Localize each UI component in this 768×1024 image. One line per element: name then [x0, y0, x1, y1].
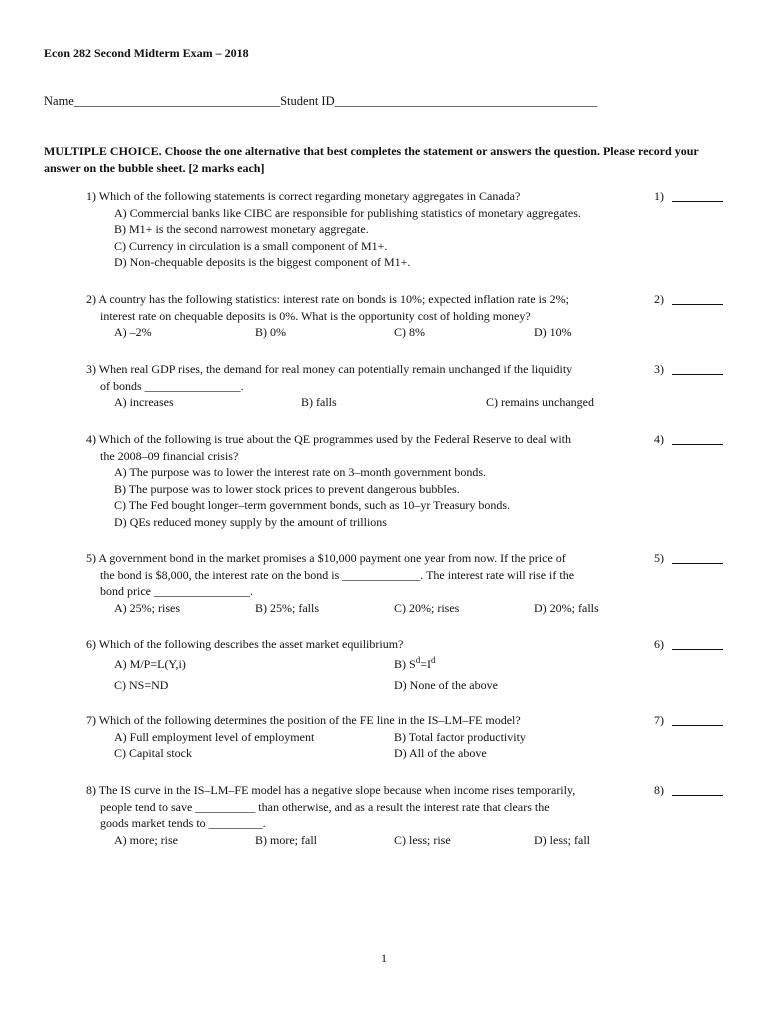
answer-blank[interactable]: [672, 304, 723, 305]
name-id-line: [44, 93, 597, 110]
question-4: [86, 431, 726, 530]
question-stem: [86, 291, 638, 324]
stem-line: 3) When real GDP rises, the demand for real money can potentially remain unchanged if the liquidity: [86, 362, 573, 376]
answer-number: 6): [654, 637, 664, 651]
answer-blank[interactable]: [672, 563, 723, 564]
question-stem: [86, 188, 638, 205]
answer-blank[interactable]: [672, 795, 723, 796]
answer-number: 4): [654, 432, 664, 446]
option-b: B) more; fall: [255, 832, 317, 847]
answer-number: 2): [654, 292, 664, 306]
instructions: MULTIPLE CHOICE. Choose the one alternative that best completes the statement or answers the question. Please record your answer on the bubble sheet. [2 marks each]: [44, 144, 699, 175]
stem-line: goods market tends to _________.: [100, 816, 266, 830]
options: [86, 653, 726, 677]
option-b: B) 0%: [255, 325, 286, 339]
option-b: B) The purpose was to lower stock prices to prevent dangerous bubbles.: [114, 481, 460, 496]
option-b: [394, 656, 435, 673]
question-3: [86, 361, 726, 411]
option-a: A) –2%: [114, 325, 152, 339]
option-b: B) M1+ is the second narrowest monetary aggregate.: [114, 222, 369, 236]
stem-line: interest rate on chequable deposits is 0%. What is the opportunity cost of holding money?: [100, 308, 531, 323]
question-8: [86, 782, 726, 848]
question-6: [86, 636, 726, 693]
option-a: A) The purpose was to lower the interest rate on 3–month government bonds.: [114, 465, 487, 479]
stem-line: 4) Which of the following is true about the QE programmes used by the Federal Reserve to deal with: [86, 432, 571, 446]
options: [86, 324, 726, 341]
stem-line: people tend to save __________ than otherwise, and as a result the interest rate that clears the: [100, 799, 550, 814]
name-blank[interactable]: _________________________________: [73, 94, 281, 108]
question-stem: [86, 782, 638, 832]
option-c: C) Currency in circulation is a small component of M1+.: [114, 238, 388, 253]
option-c: C) 8%: [394, 325, 425, 339]
option-a: A) M/P=L(Y,i): [114, 656, 186, 671]
options: [86, 464, 726, 530]
option-b: B) 25%; falls: [255, 600, 319, 615]
stem-line: 1) Which of the following statements is correct regarding monetary aggregates in Canada?: [86, 189, 521, 203]
stem-line: 5) A government bond in the market promises a $10,000 payment one year from now. If the price of: [86, 551, 566, 565]
options: [86, 729, 726, 746]
option-a: A) more; rise: [114, 832, 178, 847]
answer-number: 1): [654, 189, 664, 203]
options: [86, 205, 726, 271]
question-stem: [86, 361, 638, 394]
option-d: D) QEs reduced money supply by the amount of trillions: [114, 514, 387, 529]
option-b: B) Total factor productivity: [394, 729, 526, 744]
option-a: A) Full employment level of employment: [114, 729, 315, 744]
exam-title: Econ 282 Second Midterm Exam – 2018: [44, 46, 249, 60]
answer-number: 7): [654, 713, 664, 727]
answer-blank[interactable]: [672, 444, 723, 445]
student-id-label: Student ID: [280, 94, 335, 108]
answer-number: 5): [654, 551, 664, 565]
options: [86, 745, 726, 762]
answer-blank[interactable]: [672, 649, 723, 650]
superscript-d: d: [430, 654, 436, 665]
answer-blank[interactable]: [672, 201, 723, 202]
option-d: D) All of the above: [394, 746, 487, 760]
option-a: A) increases: [114, 395, 174, 409]
option-c: C) remains unchanged: [486, 395, 594, 409]
option-b-s: B) S: [394, 656, 416, 671]
answer-blank[interactable]: [672, 725, 723, 726]
options: [86, 394, 726, 411]
options: [86, 600, 726, 617]
question-5: [86, 550, 726, 616]
stem-line: 7) Which of the following determines the position of the FE line in the IS–LM–FE model?: [86, 713, 521, 727]
page-number: 1: [381, 951, 387, 965]
stem-line: 6) Which of the following describes the asset market equilibrium?: [86, 637, 404, 651]
option-c: C) 20%; rises: [394, 600, 460, 615]
student-id-blank[interactable]: __________________________________________: [334, 94, 598, 108]
option-a: A) Commercial banks like CIBC are responsible for publishing statistics of monetary aggregates.: [114, 205, 581, 220]
question-2: [86, 291, 726, 341]
answer-number: 8): [654, 783, 664, 797]
question-stem: [86, 550, 638, 600]
option-d: D) None of the above: [394, 677, 498, 692]
stem-line: the 2008–09 financial crisis?: [100, 448, 239, 463]
stem-line: bond price ________________.: [100, 584, 253, 598]
question-1: [86, 188, 726, 271]
option-d: D) 20%; falls: [534, 600, 599, 615]
option-d: D) 10%: [534, 325, 572, 339]
options: [86, 677, 726, 694]
superscript-d: d: [415, 654, 421, 665]
option-b-i: =I: [420, 656, 431, 671]
option-d: D) Non-chequable deposits is the biggest component of M1+.: [114, 255, 411, 269]
name-label: Name: [44, 94, 74, 108]
option-b: B) falls: [301, 395, 337, 409]
question-stem: [86, 431, 638, 464]
option-c: C) less; rise: [394, 832, 451, 847]
answer-blank[interactable]: [672, 374, 723, 375]
option-c: C) The Fed bought longer–term government bonds, such as 10–yr Treasury bonds.: [114, 498, 511, 512]
option-c: C) Capital stock: [114, 746, 192, 760]
option-a: A) 25%; rises: [114, 600, 180, 615]
options: [86, 832, 726, 849]
stem-line: of bonds ________________.: [100, 378, 244, 393]
stem-line: the bond is $8,000, the interest rate on the bond is _____________. The interest rate will rise if the: [100, 567, 575, 582]
option-d: D) less; fall: [534, 832, 590, 847]
answer-number: 3): [654, 362, 664, 376]
question-7: [86, 712, 726, 762]
option-c: C) NS=ND: [114, 677, 169, 692]
stem-line: 8) The IS curve in the IS–LM–FE model has a negative slope because when income rises temporarily,: [86, 783, 576, 797]
question-stem: [86, 636, 638, 653]
stem-line: 2) A country has the following statistics: interest rate on bonds is 10%; expected inflation rate is 2%;: [86, 292, 569, 306]
question-stem: [86, 712, 638, 729]
